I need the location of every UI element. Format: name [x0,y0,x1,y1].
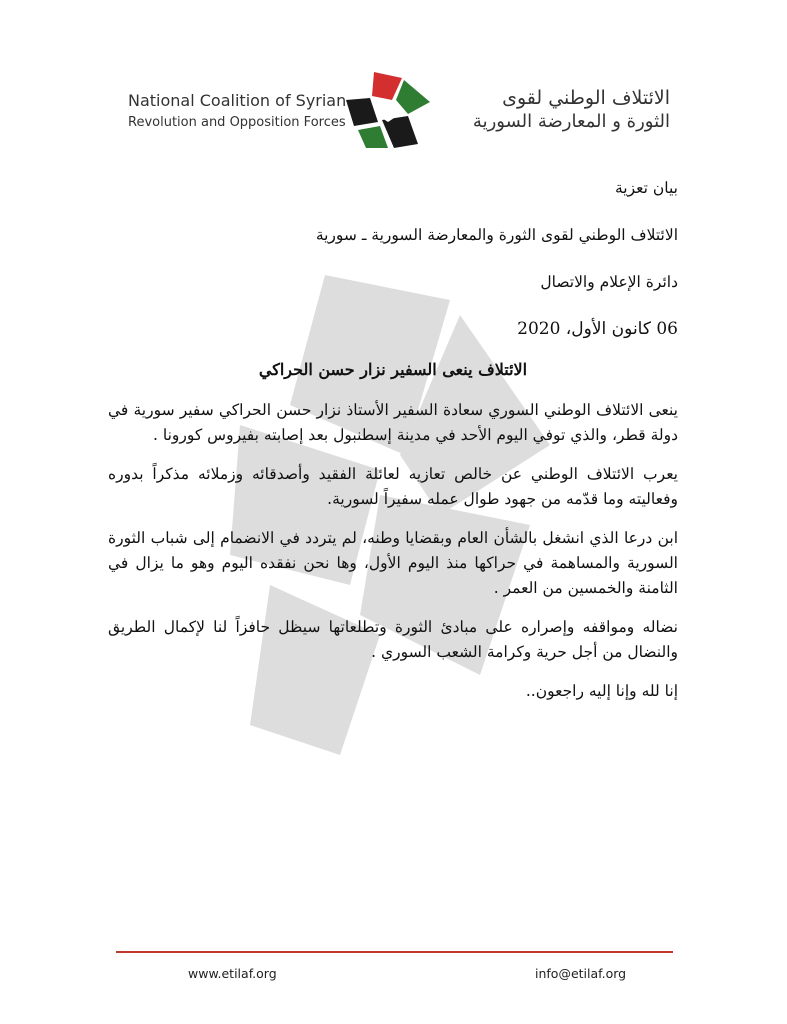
org-name-ar-line1: الائتلاف الوطني لقوى [502,87,670,109]
headline: الائتلاف ينعى السفير نزار حسن الحراكي [258,360,528,379]
department: دائرة الإعلام والاتصال [540,273,678,291]
paragraph: نضاله ومواقفه وإصراره على مبادئ الثورة وتطلعاتها سيظل حافزاً لنا لإكمال الطريق والنضال من أجل حرية وكرامة الشعب السوري . [108,618,678,661]
org-name-ar-line2: الثورة و المعارضة السورية [472,111,670,132]
document-type: بيان تعزية [615,179,678,197]
statement-body [108,175,678,703]
paragraph: ينعى الائتلاف الوطني السوري سعادة السفير الأستاذ نزار حسن الحراكي سفير سورية في دولة قطر، والذي توفي اليوم الأحد في مدينة إسطنبول بعد إصابته بفيروس كورونا . [108,401,678,444]
org-name-arabic [440,86,670,134]
coalition-star-logo-icon [344,70,432,150]
paragraph: ابن درعا الذي انشغل بالشأن العام وبقضايا وطنه، لم يتردد في الانضمام إلى شباب الثورة السورية والمساهمة في حراكها منذ اليوم الأول، وها نحن نفقده اليوم وهو ما يزال في الثامنة والخمسين من العمر . [108,529,678,597]
org-name-en-line1: National Coalition of Syrian [128,91,347,110]
org-name-en-line2: Revolution and Opposition Forces [128,115,346,130]
letterhead [0,60,787,150]
issuer: الائتلاف الوطني لقوى الثورة والمعارضة السورية ـ سورية [315,226,678,244]
footer-website-link[interactable]: www.etilaf.org [188,966,277,981]
footer-divider [116,951,673,953]
footer-email-link[interactable]: info@etilaf.org [535,966,627,981]
paragraph: يعرب الائتلاف الوطني عن خالص تعازيه لعائلة الفقيد وأصدقائه وزملائه مذكراً بدوره وفعاليته وما قدّمه من جهود طوال عمله سفيراً لسورية. [108,465,678,508]
date: 06 كانون الأول، 2020 [517,319,678,339]
org-name-english [128,90,347,134]
closing-line: إنا لله وإنا إليه راجعون.. [525,682,678,700]
